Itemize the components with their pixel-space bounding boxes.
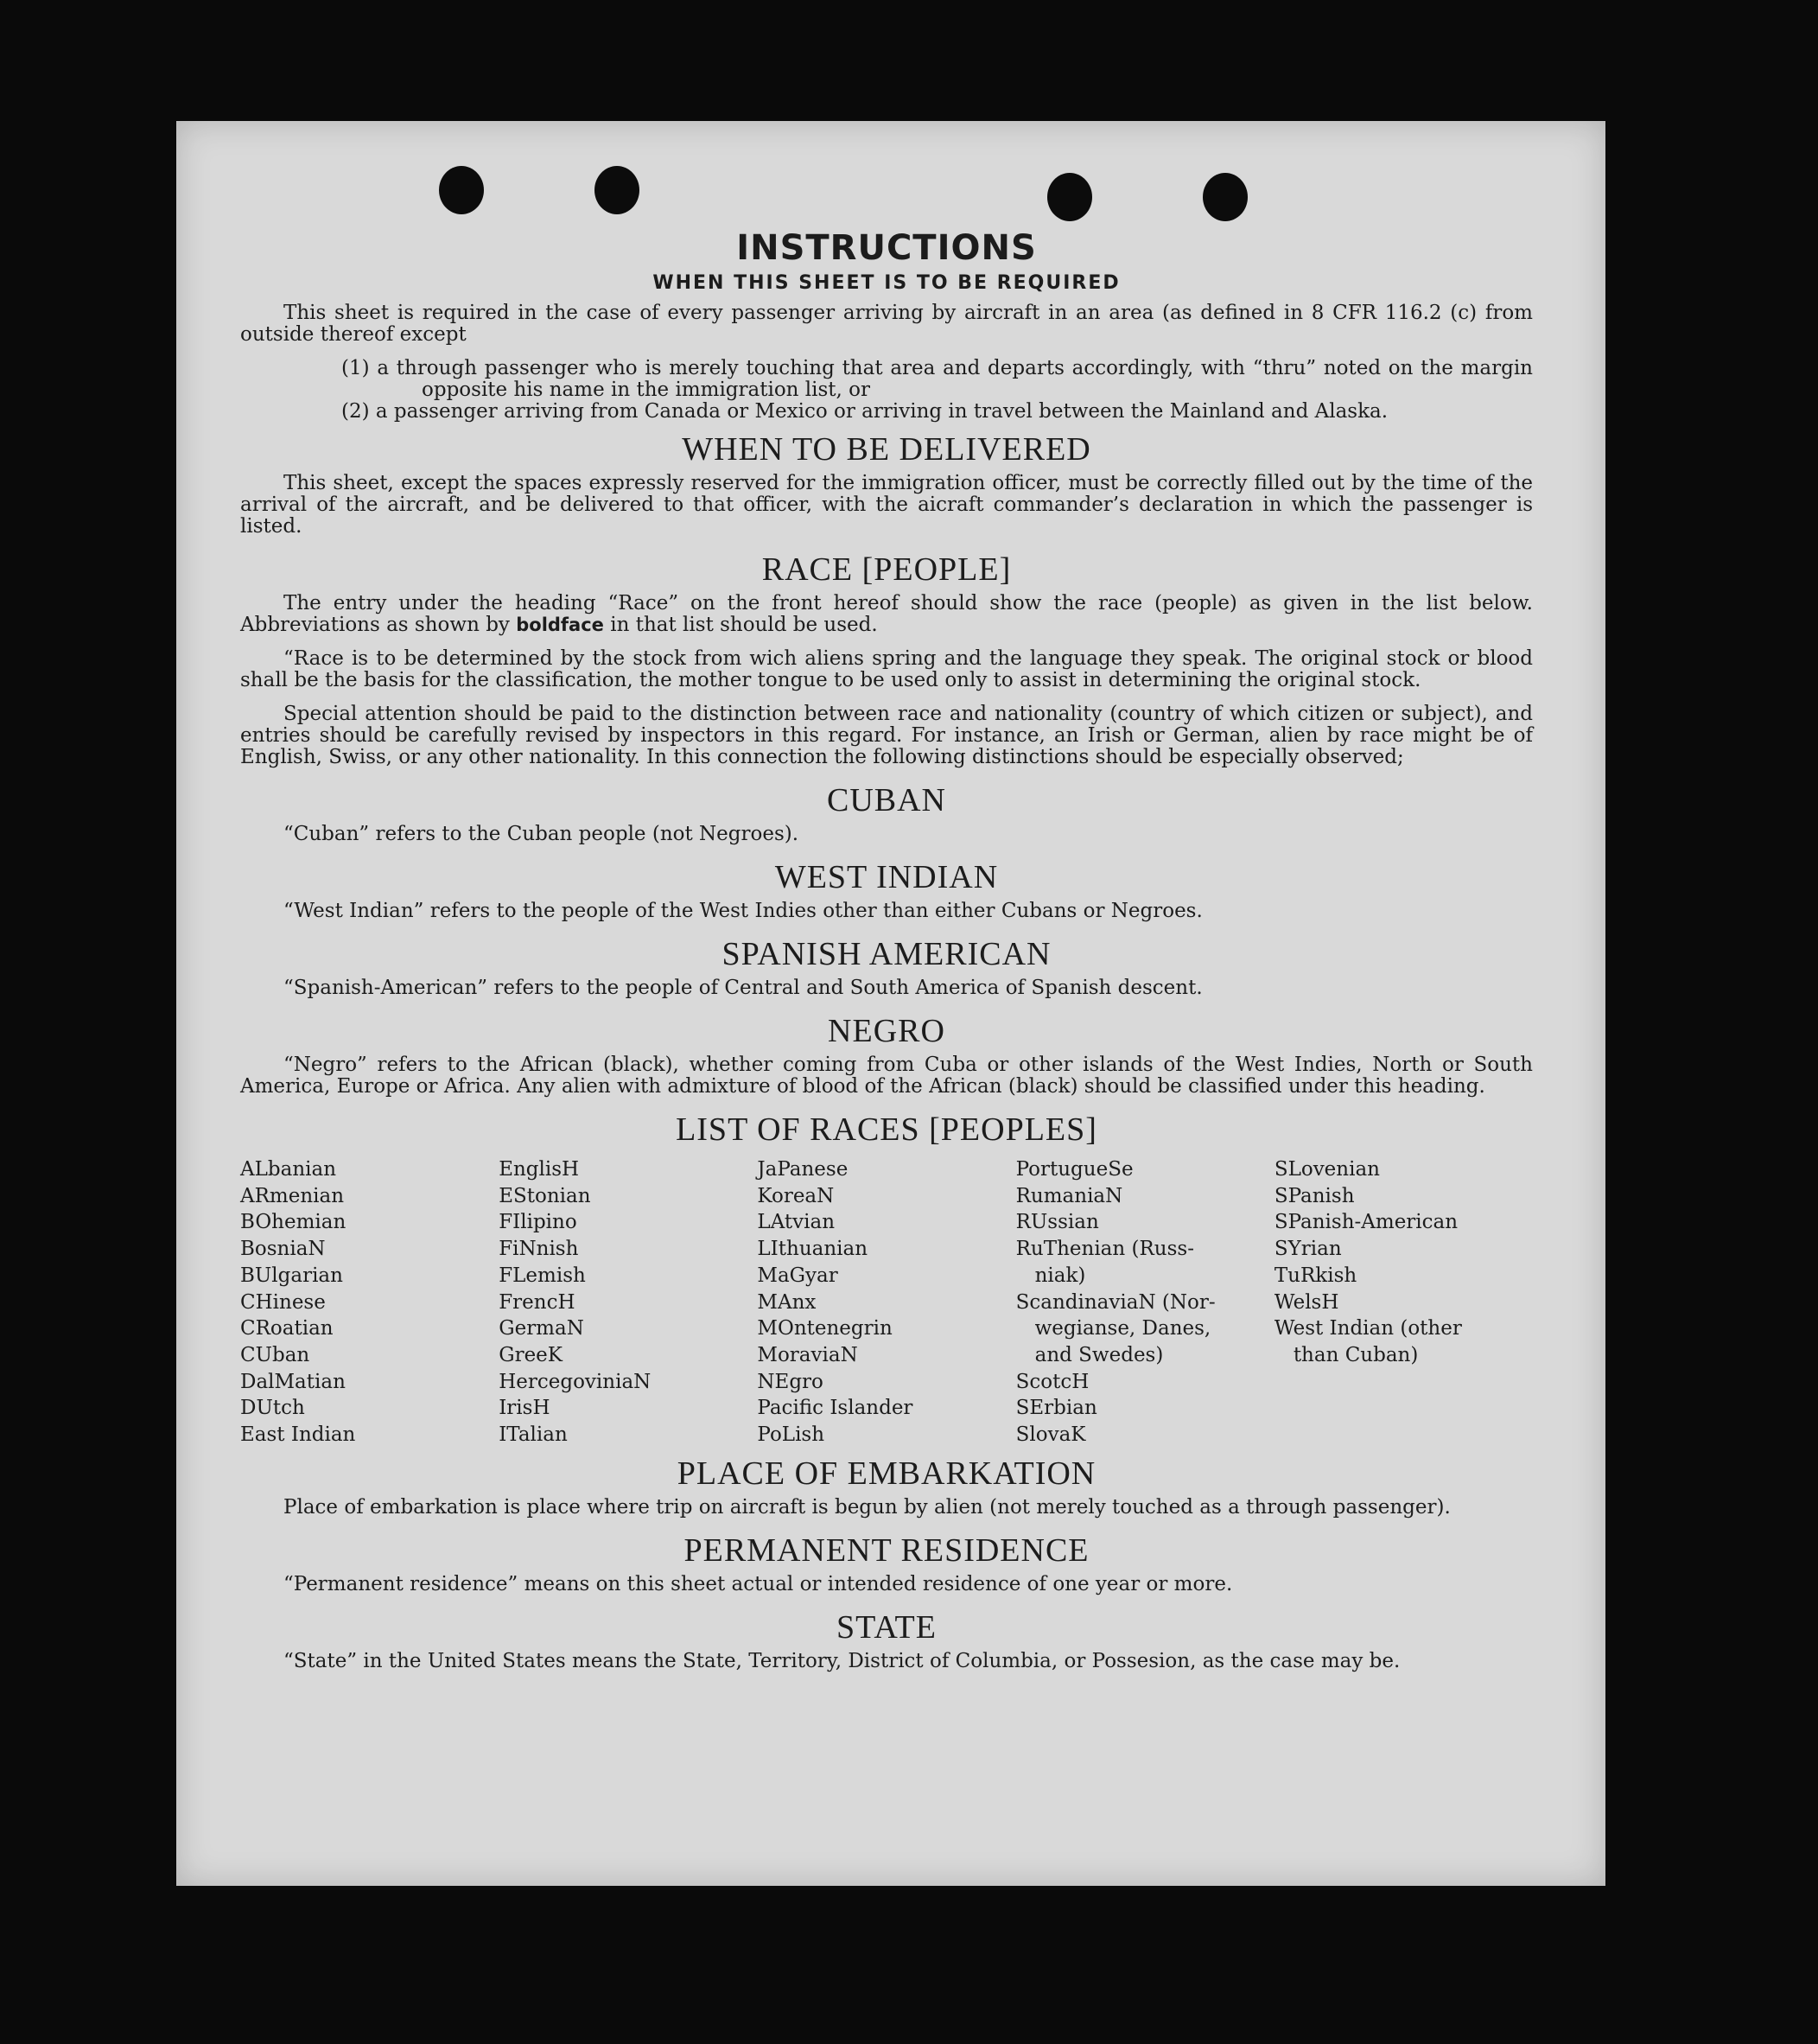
section-heading-residence: PERMANENT RESIDENCE — [683, 1531, 1090, 1569]
boldface-word: boldface — [516, 614, 604, 635]
race-entry: WelsH — [1274, 1290, 1339, 1314]
race-entry: CHinese — [240, 1290, 326, 1314]
race-entry: NEgro — [757, 1370, 823, 1393]
race-paragraph-1 — [240, 593, 1533, 636]
race-entry: West Indian (other — [1274, 1317, 1462, 1340]
race-entry: SPanish-American — [1274, 1211, 1459, 1234]
race-entry: ALbanian — [240, 1158, 337, 1181]
state-text: “State” in the United States means the State, Territory, District of Columbia, or Possesion, as the case may be. — [283, 1649, 1401, 1672]
race-entry: MOntenegrin — [757, 1317, 893, 1340]
race-entry: FIlipino — [499, 1211, 577, 1234]
exception-item: (1) a through passenger who is merely touching that area and departs accordingly, with “thru” noted on the margin opposite his name in the immigration list, or — [341, 357, 1533, 401]
section-heading-state: STATE — [836, 1608, 937, 1646]
race-entry: IrisH — [499, 1397, 550, 1420]
race-entry: EnglisH — [499, 1158, 580, 1181]
races-column — [240, 1156, 499, 1449]
race-entry: LAtvian — [757, 1211, 836, 1234]
races-column — [499, 1156, 757, 1449]
race-paragraph-2: “Race is to be determined by the stock from wich aliens spring and the language they speak. The original stock or blood shall be the basis for the classification, the mother tongue to be used only to assist in determining the original stock. — [240, 647, 1533, 691]
spanish-american-text: “Spanish-American” refers to the people of Central and South America of Spanish descent. — [283, 977, 1203, 999]
section-heading-west-indian: WEST INDIAN — [774, 859, 999, 895]
document-page — [176, 121, 1605, 1886]
race-entry: JaPanese — [757, 1158, 849, 1181]
race-entry: DalMatian — [240, 1370, 346, 1393]
race-entry: KoreaN — [757, 1184, 835, 1207]
race-entry: FiNnish — [499, 1238, 579, 1261]
race-entry: MoraviaN — [757, 1343, 858, 1366]
race-entry: SErbian — [1015, 1397, 1097, 1420]
section-heading-list-of-races: LIST OF RACES [PEOPLES] — [676, 1111, 1097, 1148]
delivered-text: This sheet, except the spaces expressly reserved for the immigration officer, must be correctly filled out by the time of the arrival of the aircraft, and be delivered to that officer, with the aicraft commander’s declaration in which the passenger is listed. — [240, 472, 1533, 538]
race-entry: and Swedes) — [1034, 1343, 1164, 1366]
race-paragraph-3: Special attention should be paid to the distinction between race and nationality (country of which citizen or subject), and entries should be carefully revised by inspectors in this regard. For instance, an Irish or German, alien by race might be of English, Swiss, or any other nationality. In this connection the following distinctions should be especially observed; — [240, 703, 1533, 768]
punch-hole — [1047, 173, 1092, 221]
race-entry: FLemish — [499, 1264, 586, 1287]
race-entry: GreeK — [499, 1343, 563, 1366]
race-p1-text-end: in that list should be used. — [610, 614, 878, 636]
residence-text: “Permanent residence” means on this sheet actual or intended residence of one year or more. — [283, 1572, 1233, 1595]
punch-hole — [1203, 173, 1248, 221]
races-column — [1275, 1156, 1533, 1449]
punch-hole — [439, 166, 484, 214]
race-entry: SLovenian — [1274, 1158, 1380, 1181]
race-entry: than Cuban) — [1293, 1343, 1419, 1366]
race-entry: SYrian — [1274, 1238, 1342, 1261]
race-entry: EStonian — [499, 1184, 591, 1207]
race-p1-text: The entry under the heading “Race” on the front hereof should show the race (people) as given in the list below. Abbreviations as shown by — [240, 592, 1533, 636]
race-entry: HercegoviniaN — [499, 1370, 652, 1393]
race-entry: BosniaN — [240, 1238, 326, 1261]
section-heading-spanish-american: SPANISH AMERICAN — [721, 936, 1052, 972]
section-heading-negro: NEGRO — [828, 1013, 945, 1049]
race-entry: BOhemian — [240, 1211, 346, 1234]
punch-hole — [594, 166, 639, 214]
instructions-content — [240, 226, 1533, 1684]
section-heading-delivered: WHEN TO BE DELIVERED — [682, 431, 1091, 468]
race-entry: wegianse, Danes, — [1034, 1317, 1211, 1340]
race-entry: FrencH — [499, 1290, 575, 1314]
race-entry: SlovaK — [1015, 1423, 1086, 1447]
race-entry: CRoatian — [240, 1317, 334, 1340]
race-entry: BUlgarian — [240, 1264, 343, 1287]
race-entry: MaGyar — [757, 1264, 838, 1287]
section-heading-cuban: CUBAN — [826, 782, 947, 818]
race-entry: ARmenian — [240, 1184, 345, 1207]
race-entry: RuThenian (Russ- — [1015, 1238, 1194, 1261]
race-entry: niak) — [1034, 1264, 1086, 1287]
negro-text: “Negro” refers to the African (black), whether coming from Cuba or other islands of the West Indies, North or South America, Europe or Africa. Any alien with admixture of blood of the African (black) should be classified under this heading. — [240, 1054, 1533, 1098]
races-list — [240, 1156, 1533, 1449]
page-subtitle: WHEN THIS SHEET IS TO BE REQUIRED — [652, 272, 1121, 294]
race-entry: TuRkish — [1274, 1264, 1357, 1287]
west-indian-text: “West Indian” refers to the people of the West Indies other than either Cubans or Negroes. — [283, 900, 1203, 922]
exception-item: (2) a passenger arriving from Canada or Mexico or arriving in travel between the Mainland and Alaska. — [341, 400, 1389, 423]
race-entry: ScotcH — [1015, 1370, 1090, 1393]
section-heading-embarkation: PLACE OF EMBARKATION — [677, 1455, 1097, 1492]
race-entry: DUtch — [240, 1397, 305, 1420]
race-entry: RUssian — [1015, 1211, 1099, 1234]
race-entry: PortugueSe — [1015, 1158, 1134, 1181]
section-heading-race: RACE [PEOPLE] — [761, 551, 1012, 588]
race-entry: RumaniaN — [1015, 1184, 1123, 1207]
race-entry: SPanish — [1274, 1184, 1355, 1207]
race-entry: ITalian — [499, 1423, 568, 1447]
cuban-text: “Cuban” refers to the Cuban people (not Negroes). — [283, 823, 799, 845]
race-entry: ScandinaviaN (Nor- — [1015, 1290, 1216, 1314]
race-entry: LIthuanian — [757, 1238, 868, 1261]
race-entry: GermaN — [499, 1317, 584, 1340]
races-column — [1016, 1156, 1275, 1449]
race-entry: MAnx — [757, 1290, 817, 1314]
page-title: INSTRUCTIONS — [736, 228, 1037, 268]
race-entry: Pacific Islander — [757, 1397, 913, 1420]
races-column — [757, 1156, 1015, 1449]
race-entry: East Indian — [240, 1423, 356, 1447]
embarkation-text: Place of embarkation is place where trip on aircraft is begun by alien (not merely touched as a through passenger). — [283, 1495, 1451, 1519]
race-entry: CUban — [240, 1343, 310, 1366]
race-entry: PoLish — [757, 1423, 825, 1447]
required-intro: This sheet is required in the case of every passenger arriving by aircraft in an area (as defined in 8 CFR 116.2 (c) from outside thereof except — [240, 302, 1533, 346]
